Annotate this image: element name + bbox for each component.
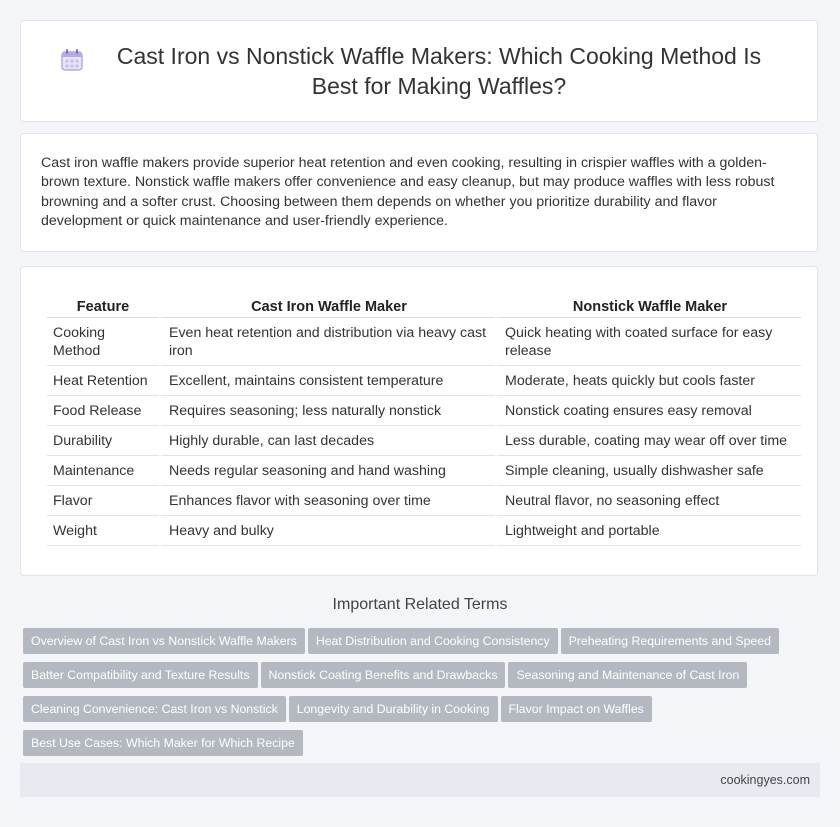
comparison-table — [47, 291, 801, 546]
row-nonstick: Nonstick coating ensures easy removal — [495, 396, 801, 426]
row-cast-iron: Enhances flavor with seasoning over time — [159, 486, 495, 516]
row-nonstick: Neutral flavor, no seasoning effect — [495, 486, 801, 516]
row-cast-iron: Needs regular seasoning and hand washing — [159, 456, 495, 486]
related-tag[interactable]: Overview of Cast Iron vs Nonstick Waffle Makers — [23, 628, 305, 654]
table-card — [20, 266, 818, 576]
related-tag[interactable]: Nonstick Coating Benefits and Drawbacks — [261, 662, 506, 688]
row-feature: Heat Retention — [47, 366, 159, 396]
related-tag[interactable]: Seasoning and Maintenance of Cast Iron — [508, 662, 747, 688]
row-cast-iron: Highly durable, can last decades — [159, 426, 495, 456]
row-feature: Flavor — [47, 486, 159, 516]
related-tag[interactable]: Batter Compatibility and Texture Results — [23, 662, 258, 688]
intro-text: Cast iron waffle makers provide superior heat retention and even cooking, resulting in crispier waffles with a golden-brown texture. Nonstick waffle makers offer convenience and easy cleanup, but may produce waffles with less robust browning and a softer crust. Choosing between them depends on whether you prioritize durability and flavor development or quick maintenance and user-friendly experience. — [41, 155, 775, 229]
table-row — [47, 516, 801, 546]
title-card — [20, 20, 818, 122]
title-wrap — [59, 41, 779, 101]
table-row — [47, 366, 801, 396]
related-tag[interactable]: Best Use Cases: Which Maker for Which Recipe — [23, 730, 303, 756]
row-cast-iron: Requires seasoning; less naturally nonstick — [159, 396, 495, 426]
table-header-row — [47, 291, 801, 318]
intro-card — [20, 133, 818, 252]
footer-site-link[interactable]: cookingyes.com — [720, 773, 810, 787]
row-nonstick: Simple cleaning, usually dishwasher safe — [495, 456, 801, 486]
row-nonstick: Lightweight and portable — [495, 516, 801, 546]
related-tag[interactable]: Preheating Requirements and Speed — [561, 628, 779, 654]
row-cast-iron: Heavy and bulky — [159, 516, 495, 546]
header-nonstick: Nonstick Waffle Maker — [495, 291, 801, 318]
row-nonstick: Moderate, heats quickly but cools faster — [495, 366, 801, 396]
row-feature: Maintenance — [47, 456, 159, 486]
row-cast-iron: Even heat retention and distribution via heavy cast iron — [159, 318, 495, 366]
header-feature: Feature — [47, 291, 159, 318]
table-row — [47, 456, 801, 486]
table-row — [47, 318, 801, 366]
related-tag[interactable]: Flavor Impact on Waffles — [501, 696, 652, 722]
related-terms-title: Important Related Terms — [332, 596, 508, 613]
row-feature: Weight — [47, 516, 159, 546]
header-cast-iron: Cast Iron Waffle Maker — [159, 291, 495, 318]
related-tag[interactable]: Heat Distribution and Cooking Consistency — [308, 628, 558, 654]
table-row — [47, 426, 801, 456]
page-title: Cast Iron vs Nonstick Waffle Makers: Which Cooking Method Is Best for Making Waffles? — [116, 43, 762, 99]
row-nonstick: Less durable, coating may wear off over time — [495, 426, 801, 456]
calendar-icon — [59, 47, 85, 73]
related-tag[interactable]: Cleaning Convenience: Cast Iron vs Nonstick — [23, 696, 286, 722]
row-nonstick: Quick heating with coated surface for easy release — [495, 318, 801, 366]
table-row — [47, 396, 801, 426]
row-cast-iron: Excellent, maintains consistent temperature — [159, 366, 495, 396]
row-feature: Food Release — [47, 396, 159, 426]
table-row — [47, 486, 801, 516]
related-tags — [23, 628, 823, 764]
footer — [20, 763, 820, 797]
related-tag[interactable]: Longevity and Durability in Cooking — [289, 696, 498, 722]
row-feature: Cooking Method — [47, 318, 159, 366]
row-feature: Durability — [47, 426, 159, 456]
